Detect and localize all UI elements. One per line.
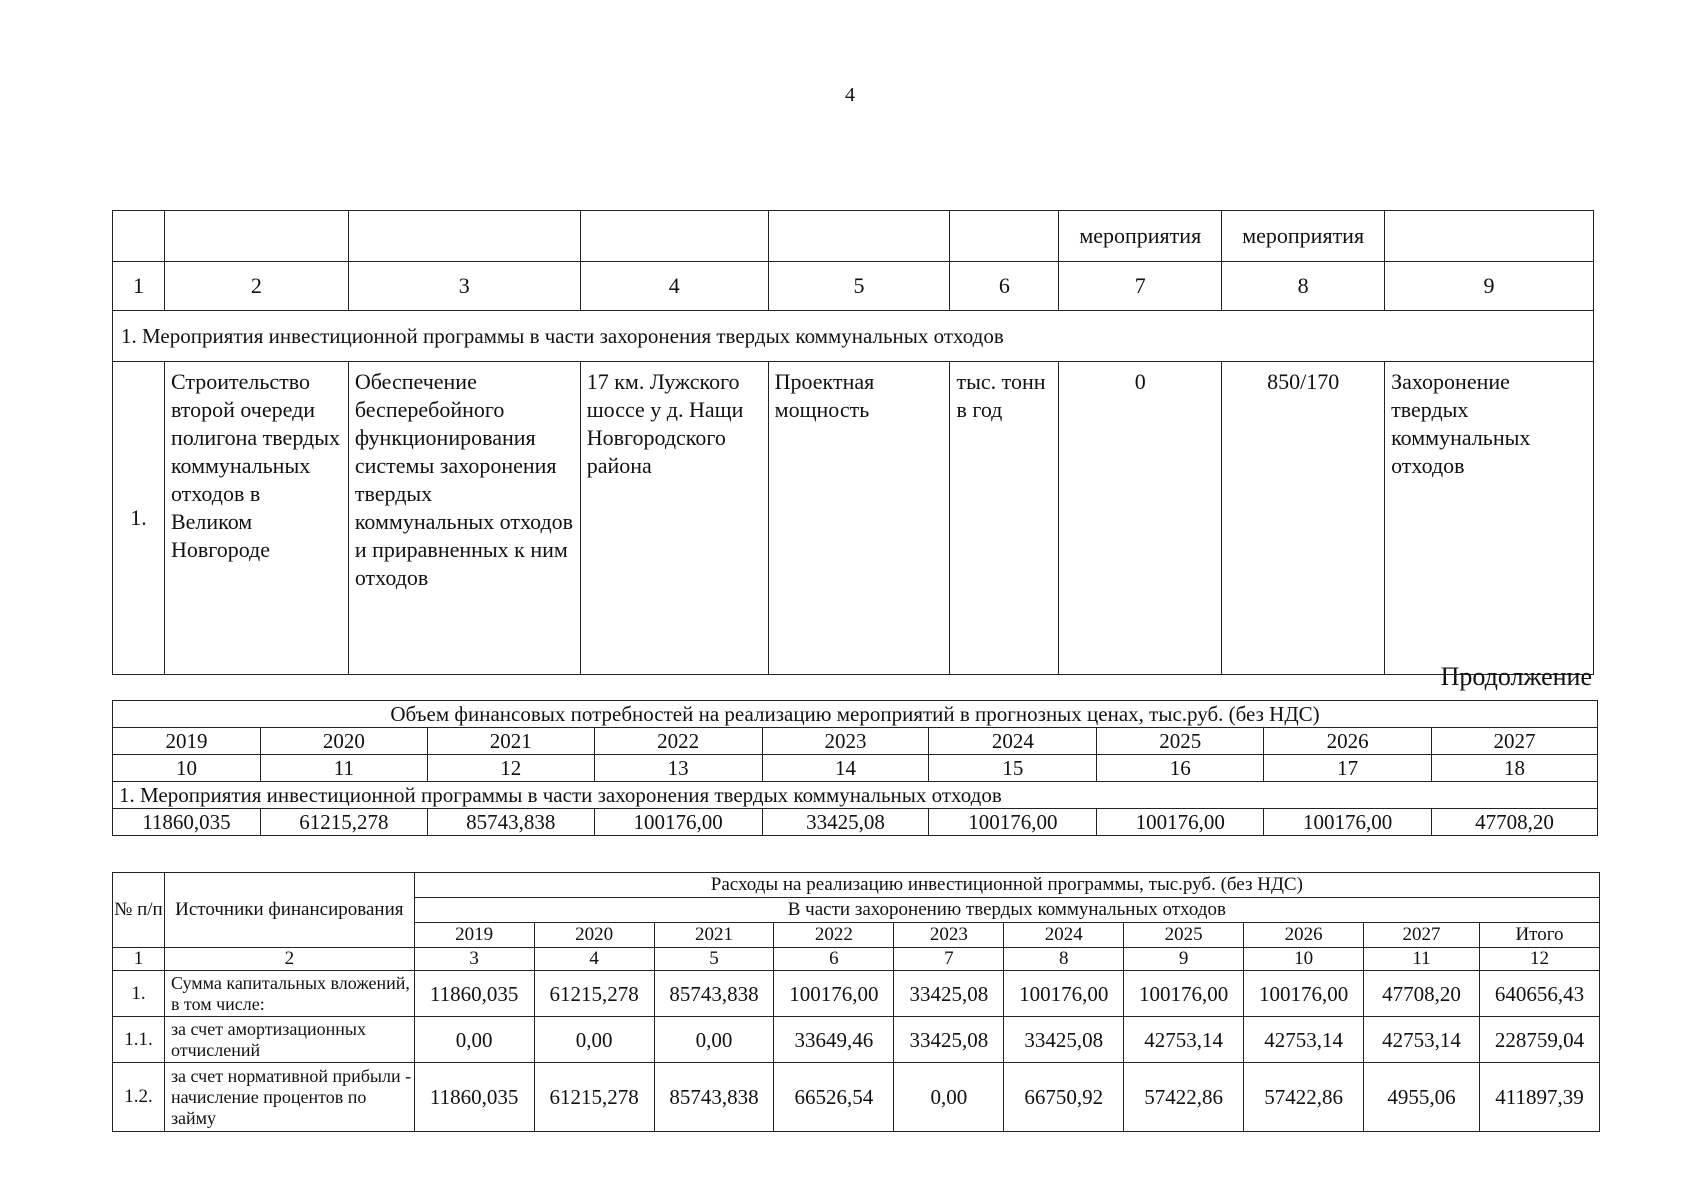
column-number: 9	[1124, 948, 1244, 971]
total-cell: 411897,39	[1479, 1063, 1599, 1132]
value-cell: 57422,86	[1124, 1063, 1244, 1132]
table-title: Расходы на реализацию инвестиционной программы, тыс.руб. (без НДС)	[414, 873, 1599, 898]
activity-name: Строительство второй очереди полигона твердых коммунальных отходов в Великом Новгороде	[164, 362, 348, 675]
header-cell: мероприятия	[1059, 211, 1222, 262]
value-cell: 33425,08	[894, 1017, 1004, 1063]
value-cell: 11860,035	[113, 809, 261, 836]
table-row	[113, 1063, 1600, 1132]
value-cell: 66750,92	[1004, 1063, 1124, 1132]
column-number: 15	[929, 755, 1097, 782]
column-number: 4	[580, 262, 768, 311]
header-cell	[348, 211, 580, 262]
header-cell	[164, 211, 348, 262]
column-number: 10	[1244, 948, 1364, 971]
indicator-name: Проектная мощность	[768, 362, 950, 675]
value-cell: 85743,838	[654, 971, 774, 1017]
value-cell: 33425,08	[1004, 1017, 1124, 1063]
value-cell: 4955,06	[1364, 1063, 1480, 1132]
value-cell: 42753,14	[1124, 1017, 1244, 1063]
column-number: 17	[1264, 755, 1432, 782]
column-number: 6	[950, 262, 1059, 311]
row-number: 1.2.	[113, 1063, 165, 1132]
col-source-header: Источники финансирования	[164, 873, 414, 948]
header-cell	[1385, 211, 1594, 262]
activity-goal: Обеспечение бесперебойного функционирования системы захоронения твердых коммунальных отходов и приравненных к ним отходов	[348, 362, 580, 675]
section-row	[113, 782, 1598, 809]
value-cell: 33425,08	[894, 971, 1004, 1017]
header-cell	[768, 211, 950, 262]
continuation-label: Продолжение	[1440, 662, 1592, 691]
header-cell	[580, 211, 768, 262]
column-number: 1	[113, 262, 165, 311]
title-row	[113, 701, 1598, 728]
column-number: 11	[1364, 948, 1480, 971]
column-number-row	[113, 262, 1594, 311]
value-cell: 57422,86	[1244, 1063, 1364, 1132]
column-number: 5	[654, 948, 774, 971]
source-name: Сумма капитальных вложений, в том числе:	[164, 971, 414, 1017]
col-num-header: № п/п	[113, 873, 165, 948]
column-number: 2	[164, 948, 414, 971]
activity-result: Захоронение твердых коммунальных отходов	[1385, 362, 1594, 675]
expenses-table	[112, 872, 1600, 1132]
indicator-value-before: 0	[1059, 362, 1222, 675]
value-cell: 100176,00	[1004, 971, 1124, 1017]
value-cell: 11860,035	[414, 1063, 534, 1132]
year-cell: 2020	[260, 728, 427, 755]
year-cell: 2021	[654, 923, 774, 948]
value-cell: 66526,54	[774, 1063, 894, 1132]
value-cell: 11860,035	[414, 971, 534, 1017]
year-cell: 2025	[1124, 923, 1244, 948]
year-cell: 2027	[1364, 923, 1480, 948]
value-cell: 61215,278	[260, 809, 427, 836]
total-cell: 228759,04	[1479, 1017, 1599, 1063]
value-cell: 61215,278	[534, 971, 654, 1017]
value-cell: 100176,00	[929, 809, 1097, 836]
table-row	[113, 1017, 1600, 1063]
column-number: 5	[768, 262, 950, 311]
value-cell: 85743,838	[654, 1063, 774, 1132]
section-title: 1. Мероприятия инвестиционной программы в части захоронения твердых коммунальных отходов	[113, 311, 1594, 362]
column-number: 12	[427, 755, 594, 782]
year-cell: 2023	[762, 728, 929, 755]
table-title: Объем финансовых потребностей на реализацию мероприятий в прогнозных ценах, тыс.руб. (без НДС)	[113, 701, 1598, 728]
table-row	[113, 971, 1600, 1017]
header-row	[113, 211, 1594, 262]
page-number: 4	[845, 84, 855, 106]
source-name: за счет нормативной прибыли - начисление процентов по займу	[164, 1063, 414, 1132]
column-number-row	[113, 948, 1600, 971]
table-subtitle: В части захоронению твердых коммунальных отходов	[414, 898, 1599, 923]
section-title: 1. Мероприятия инвестиционной программы в части захоронения твердых коммунальных отходов	[113, 782, 1598, 809]
value-cell: 0,00	[894, 1063, 1004, 1132]
year-cell: 2025	[1097, 728, 1264, 755]
value-cell: 100176,00	[774, 971, 894, 1017]
table-row	[113, 809, 1598, 836]
total-header: Итого	[1479, 923, 1599, 948]
row-number: 1.	[113, 362, 165, 675]
year-cell: 2020	[534, 923, 654, 948]
value-cell: 100176,00	[1264, 809, 1432, 836]
value-cell: 33425,08	[762, 809, 929, 836]
column-number: 10	[113, 755, 261, 782]
column-number: 1	[113, 948, 165, 971]
column-number: 13	[594, 755, 762, 782]
column-number: 14	[762, 755, 929, 782]
column-number: 7	[894, 948, 1004, 971]
value-cell: 47708,20	[1364, 971, 1480, 1017]
year-cell: 2019	[414, 923, 534, 948]
header-row	[113, 873, 1600, 898]
value-cell: 0,00	[534, 1017, 654, 1063]
table-row	[113, 362, 1594, 675]
activities-table	[112, 210, 1594, 675]
activity-location: 17 км. Лужского шоссе у д. Нащи Новгородского района	[580, 362, 768, 675]
indicator-value-after: 850/170	[1222, 362, 1385, 675]
value-cell: 33649,46	[774, 1017, 894, 1063]
column-number: 18	[1432, 755, 1598, 782]
year-cell: 2022	[774, 923, 894, 948]
value-cell: 61215,278	[534, 1063, 654, 1132]
row-number: 1.1.	[113, 1017, 165, 1063]
value-cell: 42753,14	[1364, 1017, 1480, 1063]
value-cell: 0,00	[414, 1017, 534, 1063]
column-number: 4	[534, 948, 654, 971]
year-cell: 2024	[1004, 923, 1124, 948]
header-cell	[950, 211, 1059, 262]
column-number: 8	[1004, 948, 1124, 971]
source-name: за счет амортизационных отчислений	[164, 1017, 414, 1063]
value-cell: 100176,00	[1097, 809, 1264, 836]
year-cell: 2027	[1432, 728, 1598, 755]
value-cell: 100176,00	[1244, 971, 1364, 1017]
years-row	[113, 728, 1598, 755]
year-cell: 2024	[929, 728, 1097, 755]
indicator-unit: тыс. тонн в год	[950, 362, 1059, 675]
column-number: 3	[414, 948, 534, 971]
year-cell: 2021	[427, 728, 594, 755]
column-number: 7	[1059, 262, 1222, 311]
value-cell: 47708,20	[1432, 809, 1598, 836]
header-cell: мероприятия	[1222, 211, 1385, 262]
year-cell: 2023	[894, 923, 1004, 948]
header-cell	[113, 211, 165, 262]
value-cell: 0,00	[654, 1017, 774, 1063]
column-number: 11	[260, 755, 427, 782]
year-cell: 2022	[594, 728, 762, 755]
year-cell: 2026	[1264, 728, 1432, 755]
column-number-row	[113, 755, 1598, 782]
row-number: 1.	[113, 971, 165, 1017]
year-cell: 2019	[113, 728, 261, 755]
value-cell: 42753,14	[1244, 1017, 1364, 1063]
year-cell: 2026	[1244, 923, 1364, 948]
value-cell: 100176,00	[1124, 971, 1244, 1017]
total-cell: 640656,43	[1479, 971, 1599, 1017]
column-number: 6	[774, 948, 894, 971]
column-number: 3	[348, 262, 580, 311]
column-number: 2	[164, 262, 348, 311]
value-cell: 85743,838	[427, 809, 594, 836]
value-cell: 100176,00	[594, 809, 762, 836]
section-row	[113, 311, 1594, 362]
financing-needs-table	[112, 700, 1598, 836]
column-number: 9	[1385, 262, 1594, 311]
column-number: 8	[1222, 262, 1385, 311]
column-number: 12	[1479, 948, 1599, 971]
column-number: 16	[1097, 755, 1264, 782]
